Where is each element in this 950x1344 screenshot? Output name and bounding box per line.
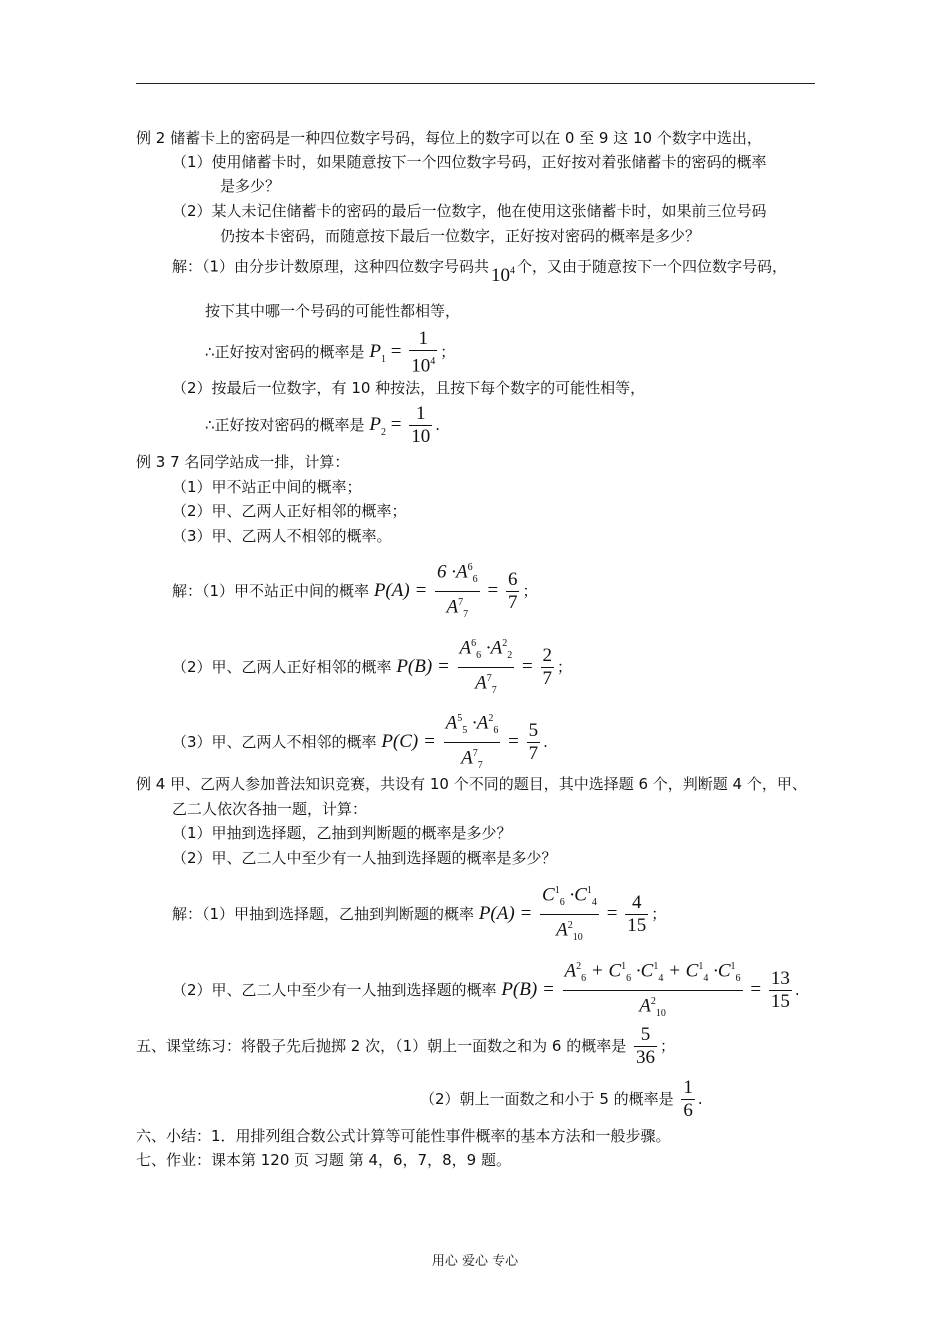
formula-PB: P(B) = [396, 656, 450, 678]
header-rule [136, 83, 815, 84]
practice-result-2: $\frac{1}{6}$ [683, 1077, 693, 1121]
ex4-result-1: $\frac{4}{15}$ [627, 892, 647, 937]
ex3-result-3: $\frac{5}{7}$ [528, 720, 539, 765]
ex4-q2: （2）甲、乙二人中至少有一人抽到选择题的概率是多少？ [172, 849, 557, 867]
ex4-result-2: $\frac{13}{15}$ [770, 968, 790, 1013]
ex2-intro: 例 2 储蓄卡上的密码是一种四位数字号码，每位上的数字可以在 0 至 9 这 10 个数字中选出， [136, 129, 762, 147]
ex4-intro-cont: 乙二人依次各抽一题，计算： [172, 800, 368, 818]
ex2-q1-cont: 是多少？ [220, 177, 281, 195]
page-footer: 用心 爱心 专心 [431, 1254, 519, 1269]
ex3-q1: （1）甲不站正中间的概率； [172, 478, 362, 496]
practice-line2: （2）朝上一面数之和小于 5 的概率是 $\frac{1}{6}$ . [420, 1077, 703, 1121]
formula-PC: P(C) = [381, 731, 436, 753]
formula-PA: P(A) = [373, 580, 428, 602]
power-10-4: $10^4$ [491, 265, 516, 287]
homework: 七、作业：课本第 120 页 习题 第 4，6，7，8，9 题。 [136, 1151, 511, 1169]
p2-symbol: $P_2$ [369, 414, 386, 438]
ex2-q1: （1）使用储蓄卡时，如果随意按下一个四位数字号码，正好按对着张储蓄卡的密码的概率 [172, 153, 767, 171]
ex3-sol3: （3）甲、乙两人不相邻的概率 P(C) = $\frac{A^5_5 \cdot A^2_6}{A^7_7}$ = $\frac{5}{7}$ . [172, 708, 548, 777]
ex3-sol2: （2）甲、乙两人正好相邻的概率 P(B) = $\frac{A^6_6 \cdot A^2_2}{A^7_7}$ = $\frac{2}{7}$ ； [172, 633, 572, 702]
ex3-intro: 例 3 7 名同学站成一排，计算： [136, 453, 350, 471]
ex2-sol2: （2）按最后一位数字，有 10 种按法，且按下每个数字的可能性相等， [172, 379, 646, 397]
fraction-1-over-10: $\frac{1}{10}$ [411, 403, 431, 447]
ex2-sol1-line3: ∴正好按对密码的概率是 $P_1$ = $\frac{1}{10^4}$ ； [205, 328, 456, 377]
ex4-intro: 例 4 甲、乙两人参加普法知识竞赛，共设有 10 个不同的题目，其中选择题 6 个，判断题 4 个，甲、 [136, 775, 807, 793]
ex2-q2-cont: 仍按本卡密码，而随意按下最后一位数字，正好按对密码的概率是多少？ [220, 227, 701, 245]
formula-PC-fraction: $\frac{A^5_5 \cdot A^2_6}{A^7_7}$ [444, 708, 501, 777]
formula-ex4-PB: P(B) = [501, 979, 555, 1001]
ex3-q3: （3）甲、乙两人不相邻的概率。 [172, 527, 392, 545]
formula-ex4-PB-fraction: $\frac{A^2_6 + C^1_6 \cdot C^1_4 + C^1_4 \cdot C^1_6}{A^2_{10}}$ [563, 956, 743, 1025]
formula-ex4-PA: P(A) = [478, 903, 533, 925]
formula-ex4-PA-fraction: $\frac{C^1_6 \cdot C^1_4}{A^2_{10}}$ [540, 880, 599, 949]
ex3-result-1: $\frac{6}{7}$ [507, 569, 518, 614]
fraction-1-over-10e4: $\frac{1}{10^4}$ [411, 328, 436, 377]
ex4-sol1: 解：（1）甲抽到选择题，乙抽到判断题的概率 P(A) = $\frac{C^1_6 \cdot C^1_4}{A^2_{10}}$ = $\frac{4}{15}$ ； [172, 880, 666, 949]
practice-line1: 五、课堂练习：将骰子先后抛掷 2 次，（1）朝上一面数之和为 6 的概率是 $\frac{5}{36}$ ； [136, 1024, 676, 1068]
ex4-sol2: （2）甲、乙二人中至少有一人抽到选择题的概率 P(B) = $\frac{A^2_6 + C^1_6 \cdot C^1_4 + C^1_4 \cdot C^1_6}{A^2_{10}}$ = $\frac{13}{15}$ . [172, 956, 800, 1025]
ex2-sol1-line2: 按下其中哪一个号码的可能性都相等， [205, 302, 461, 320]
summary: 六、小结：1．用排列组合数公式计算等可能性事件概率的基本方法和一般步骤。 [136, 1127, 671, 1145]
ex3-sol1: 解：（1）甲不站正中间的概率 P(A) = $\frac{6 \cdot A^6_6}{A^7_7}$ = $\frac{6}{7}$ ； [172, 557, 537, 626]
ex2-sol1: 解：（1）由分步计数原理，这种四位数字号码共 $10^4$ 个，又由于随意按下一个四位数字号码， [172, 257, 788, 287]
formula-PB-fraction: $\frac{A^6_6 \cdot A^2_2}{A^7_7}$ [458, 633, 515, 702]
formula-PA-fraction: $\frac{6 \cdot A^6_6}{A^7_7}$ [435, 557, 480, 626]
ex2-q2: （2）某人未记住储蓄卡的密码的最后一位数字，他在使用这张储蓄卡时，如果前三位号码 [172, 202, 767, 220]
p1-symbol: $P_1$ [369, 341, 386, 365]
practice-result-1: $\frac{5}{36}$ [636, 1024, 655, 1068]
ex2-sol2-line2: ∴正好按对密码的概率是 $P_2$ = $\frac{1}{10}$ . [205, 403, 440, 447]
ex3-result-2: $\frac{2}{7}$ [542, 645, 553, 690]
ex4-q1: （1）甲抽到选择题，乙抽到判断题的概率是多少？ [172, 824, 512, 842]
ex3-q2: （2）甲、乙两人正好相邻的概率； [172, 502, 407, 520]
